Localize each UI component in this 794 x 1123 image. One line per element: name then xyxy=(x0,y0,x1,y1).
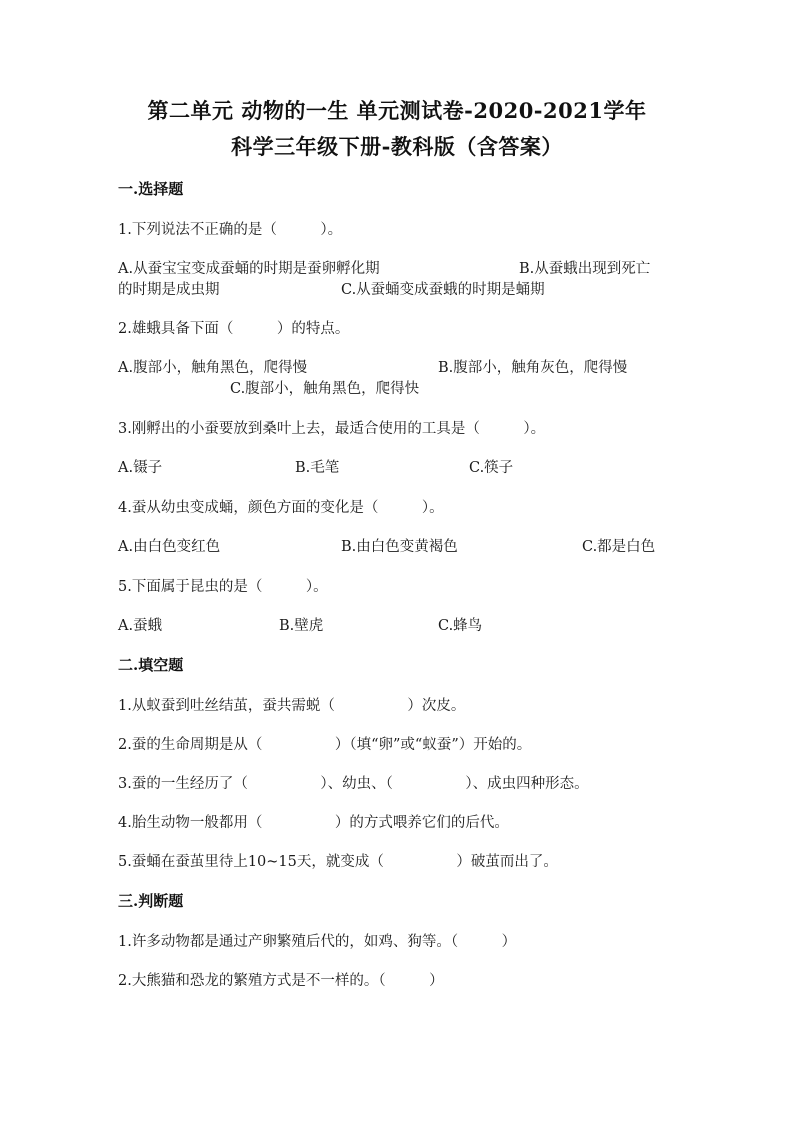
fill-question-3: 3.蚕的一生经历了（ ）、幼虫、（ ）、成虫四种形态。 xyxy=(118,776,589,792)
choice-q5-option-a: A.蚕蛾 xyxy=(118,618,163,634)
choice-q3-stem: 3.刚孵出的小蚕要放到桑叶上去，最适合使用的工具是（ ）。 xyxy=(118,421,546,437)
choice-q3-option-c: C.筷子 xyxy=(469,460,514,476)
choice-q1-option-a: A.从蚕宝宝变成蚕蛹的时期是蚕卵孵化期 xyxy=(118,261,380,277)
fill-question-5: 5.蚕蛹在蚕茧里待上10~15天，就变成（ ）破茧而出了。 xyxy=(118,854,558,870)
choice-q5-option-b: B.壁虎 xyxy=(279,618,324,634)
section-heading-judge: 三.判断题 xyxy=(118,892,184,910)
choice-q4-option-a: A.由白色变红色 xyxy=(118,539,221,555)
document-title-line-2: 科学三年级下册-教科版（含答案） xyxy=(231,134,563,159)
choice-q4-stem: 4.蚕从幼虫变成蛹，颜色方面的变化是（ ）。 xyxy=(118,500,444,516)
judge-question-1: 1.许多动物都是通过产卵繁殖后代的，如鸡、狗等。（ ） xyxy=(118,934,517,950)
choice-q2-stem: 2.雄蛾具备下面（ ）的特点。 xyxy=(118,321,350,337)
choice-q5-option-c: C.蜂鸟 xyxy=(438,618,483,634)
choice-q3-option-b: B.毛笔 xyxy=(295,460,340,476)
section-heading-fill: 二.填空题 xyxy=(118,656,184,674)
choice-q4-option-c: C.都是白色 xyxy=(582,539,656,555)
choice-q2-option-a: A.腹部小，触角黑色，爬得慢 xyxy=(118,360,308,376)
choice-q5-stem: 5.下面属于昆虫的是（ ）。 xyxy=(118,579,328,595)
fill-question-1: 1.从蚁蚕到吐丝结茧，蚕共需蜕（ ）次皮。 xyxy=(118,698,466,714)
fill-question-2: 2.蚕的生命周期是从（ ）（填“卵”或“蚁蚕”）开始的。 xyxy=(118,737,532,753)
choice-q1-stem: 1.下列说法不正确的是（ ）。 xyxy=(118,222,343,238)
document-title-line-1: 第二单元 动物的一生 单元测试卷-2020-2021学年 xyxy=(147,98,647,123)
choice-q2-option-c: C.腹部小，触角黑色，爬得快 xyxy=(230,381,420,397)
choice-q1-option-b-part2: 的时期是成虫期 xyxy=(118,282,220,298)
fill-question-4: 4.胎生动物一般都用（ ）的方式喂养它们的后代。 xyxy=(118,815,509,831)
choice-q4-option-b: B.由白色变黄褐色 xyxy=(341,539,458,555)
choice-q3-option-a: A.镊子 xyxy=(118,460,163,476)
judge-question-2: 2.大熊猫和恐龙的繁殖方式是不一样的。（ ） xyxy=(118,973,444,989)
choice-q2-option-b: B.腹部小，触角灰色，爬得慢 xyxy=(438,360,628,376)
choice-q1-option-c: C.从蚕蛹变成蚕蛾的时期是蛹期 xyxy=(341,282,545,298)
choice-q1-option-b-part1: B.从蚕蛾出现到死亡 xyxy=(519,261,651,277)
section-heading-choice: 一.选择题 xyxy=(118,180,184,198)
